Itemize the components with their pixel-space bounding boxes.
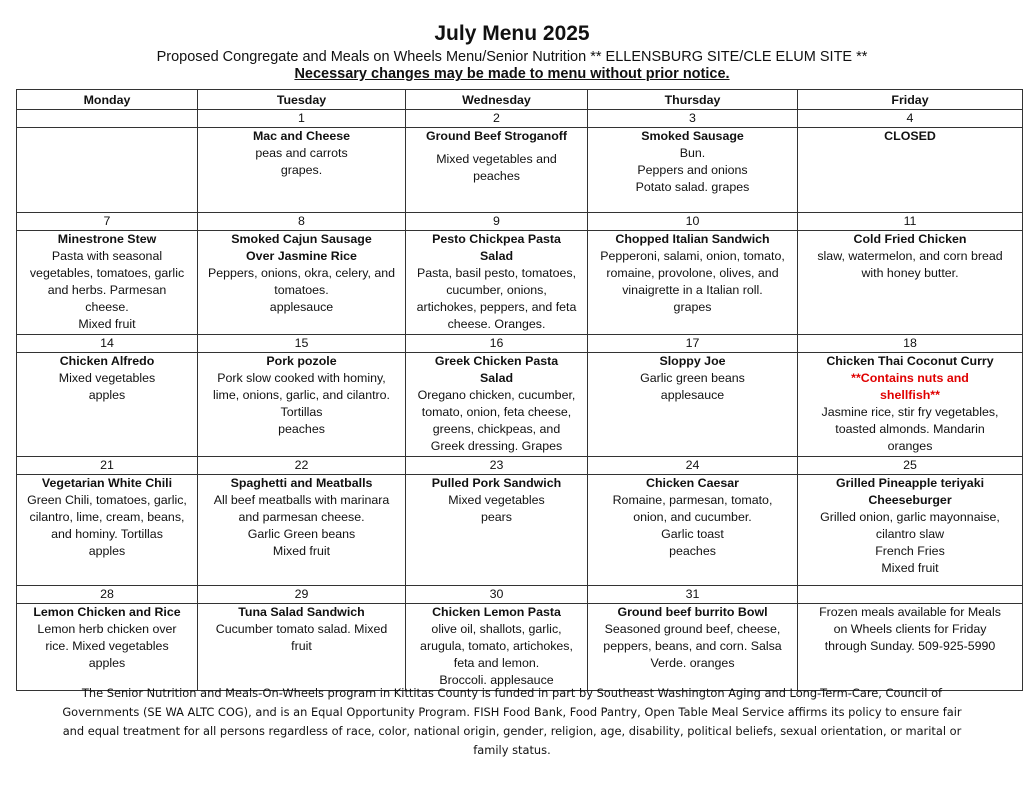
- meal-cell: [198, 353, 406, 457]
- meal-cell: [588, 353, 798, 457]
- date-row: [17, 335, 1023, 353]
- date-cell: 31: [588, 586, 798, 604]
- dish-name: Chicken Alfredo: [59, 354, 155, 368]
- date-cell: 4: [798, 110, 1023, 128]
- meal-cell: [198, 475, 406, 586]
- dish-name: Ground Beef Stroganoff: [425, 129, 568, 143]
- meal-cell: [588, 604, 798, 691]
- meal-cell: [798, 475, 1023, 586]
- dish-name: Smoked Cajun Sausage Over Jasmine Rice: [231, 232, 372, 263]
- dish-description: slaw, watermelon, and corn bread with honey butter.: [817, 249, 1003, 280]
- dish-name: Lemon Chicken and Rice: [33, 605, 181, 619]
- meal-cell: [17, 231, 198, 335]
- dish-description: olive oil, shallots, garlic, arugula, tomato, artichokes, feta and lemon. Broccoli. applesauce: [420, 622, 573, 687]
- dish-description: All beef meatballs with marinara and parmesan cheese. Garlic Green beans Mixed fruit: [213, 493, 390, 558]
- date-cell: 16: [406, 335, 588, 353]
- meal-row: [17, 475, 1023, 586]
- meal-cell: [406, 231, 588, 335]
- date-cell: 14: [17, 335, 198, 353]
- meal-cell: [406, 128, 588, 213]
- date-cell: 15: [198, 335, 406, 353]
- meal-cell: [198, 604, 406, 691]
- date-row: [17, 213, 1023, 231]
- meal-cell: [798, 604, 1023, 691]
- dish-description: Pasta with seasonal vegetables, tomatoes, garlic and herbs. Parmesan cheese. Mixed fruit: [29, 249, 185, 331]
- date-cell: 24: [588, 457, 798, 475]
- dish-description: Grilled onion, garlic mayonnaise, cilantro slaw French Fries Mixed fruit: [820, 510, 1000, 575]
- meal-cell: [198, 128, 406, 213]
- dish-name: Pulled Pork Sandwich: [431, 476, 562, 490]
- dish-name: Smoked Sausage: [641, 129, 744, 143]
- dish-description: peas and carrots grapes.: [255, 146, 348, 177]
- date-cell: [798, 586, 1023, 604]
- meal-row: [17, 231, 1023, 335]
- dish-name: Chicken Lemon Pasta: [432, 605, 561, 619]
- dish-name: Sloppy Joe: [659, 354, 726, 368]
- meal-cell: [588, 128, 798, 213]
- allergen-warning: **Contains nuts and shellfish**: [851, 371, 969, 402]
- date-cell: 2: [406, 110, 588, 128]
- date-cell: 18: [798, 335, 1023, 353]
- date-cell: 3: [588, 110, 798, 128]
- dish-description: Pasta, basil pesto, tomatoes, cucumber, onions, artichokes, peppers, and feta cheese. Oranges.: [416, 266, 577, 331]
- date-cell: 23: [406, 457, 588, 475]
- meal-cell: [17, 604, 198, 691]
- page-title: July Menu 2025: [434, 22, 590, 45]
- meal-cell: [17, 353, 198, 457]
- dish-name: CLOSED: [884, 129, 936, 143]
- dish-description: Mixed vegetables apples: [58, 371, 156, 402]
- dish-description: Bun. Peppers and onions Potato salad. grapes: [635, 146, 750, 194]
- dish-name: Cold Fried Chicken: [853, 232, 967, 246]
- meal-cell: [406, 475, 588, 586]
- weekday-header-row: [17, 90, 1023, 110]
- menu-change-notice: Necessary changes may be made to menu without prior notice.: [294, 66, 730, 82]
- dish-name: Greek Chicken Pasta Salad: [434, 354, 559, 385]
- meal-cell: [406, 604, 588, 691]
- dish-name: Tuna Salad Sandwich: [238, 605, 365, 619]
- dish-description: Pork slow cooked with hominy, lime, onions, garlic, and cilantro. Tortillas peaches: [213, 371, 390, 436]
- meal-cell: [198, 231, 406, 335]
- dish-description: Romaine, parmesan, tomato, onion, and cucumber. Garlic toast peaches: [612, 493, 773, 558]
- dish-description: Green Chili, tomatoes, garlic, cilantro, lime, cream, beans, and hominy. Tortillas apples: [27, 493, 187, 558]
- date-cell: 29: [198, 586, 406, 604]
- weekday-header: Thursday: [588, 90, 798, 110]
- dish-name: Minestrone Stew: [57, 232, 157, 246]
- date-cell: 10: [588, 213, 798, 231]
- dish-name: Grilled Pineapple teriyaki Cheeseburger: [835, 476, 985, 507]
- date-cell: 9: [406, 213, 588, 231]
- dish-name: Spaghetti and Meatballs: [230, 476, 373, 490]
- menu-weeks: [17, 110, 1023, 691]
- dish-description: Peppers, onions, okra, celery, and tomatoes. applesauce: [207, 266, 396, 314]
- dish-description: Cucumber tomato salad. Mixed fruit: [215, 622, 388, 653]
- dish-name: Vegetarian White Chili: [41, 476, 173, 490]
- meal-cell: [798, 353, 1023, 457]
- meal-cell: [588, 231, 798, 335]
- meal-cell: [406, 353, 588, 457]
- meal-cell: [798, 128, 1023, 213]
- date-row: [17, 110, 1023, 128]
- dish-name: Chicken Caesar: [646, 476, 739, 490]
- date-cell: 17: [588, 335, 798, 353]
- dish-description: Oregano chicken, cucumber, tomato, onion, feta cheese, greens, chickpeas, and Greek dressing. Grapes: [417, 388, 576, 453]
- date-cell: 8: [198, 213, 406, 231]
- meal-row: [17, 128, 1023, 213]
- dish-name: Chopped Italian Sandwich: [615, 232, 770, 246]
- weekday-header: Monday: [17, 90, 198, 110]
- date-cell: 30: [406, 586, 588, 604]
- date-cell: 11: [798, 213, 1023, 231]
- date-cell: 28: [17, 586, 198, 604]
- weekday-header: Wednesday: [406, 90, 588, 110]
- menu-calendar-table: [16, 89, 1023, 691]
- dish-name: Mac and Cheese: [252, 129, 351, 143]
- dish-name: Pork pozole: [266, 354, 337, 368]
- dish-description: Pepperoni, salami, onion, tomato, romaine, provolone, olives, and vinaigrette in a Italian roll. grapes: [600, 249, 785, 314]
- dish-description: Mixed vegetables and peaches: [436, 152, 557, 183]
- weekday-header: Tuesday: [198, 90, 406, 110]
- date-cell: [17, 110, 198, 128]
- date-cell: 7: [17, 213, 198, 231]
- dish-description: Mixed vegetables pears: [448, 493, 545, 524]
- meal-cell: [17, 128, 198, 213]
- meal-cell: [17, 475, 198, 586]
- dish-description: Frozen meals available for Meals on Wheels clients for Friday through Sunday. 509-925-5990: [819, 605, 1001, 653]
- dish-description: Lemon herb chicken over rice. Mixed vegetables apples: [37, 622, 177, 670]
- date-cell: 1: [198, 110, 406, 128]
- funding-disclaimer: The Senior Nutrition and Meals-On-Wheels program in Kittitas County is funded in part by Southeast Washington Aging and Long-Term-Care, Council of Governments (SE WA ALTC COG), and is an Equal Opportunity Program. FISH Food Bank, Food Pantry, Open Table Meal Service affirms its policy to ensure fair and equal treatment for all persons regardless of race, color, national origin, gender, religion, age, disability, political beliefs, sexual orientation, or marital or family status.: [62, 686, 962, 757]
- meal-cell: [798, 231, 1023, 335]
- meal-row: [17, 353, 1023, 457]
- meal-row: [17, 604, 1023, 691]
- dish-description: Seasoned ground beef, cheese, peppers, beans, and corn. Salsa Verde. oranges: [603, 622, 782, 670]
- dish-name: Chicken Thai Coconut Curry: [826, 354, 994, 368]
- dish-name: Ground beef burrito Bowl: [617, 605, 768, 619]
- dish-name: Pesto Chickpea Pasta Salad: [432, 232, 561, 263]
- date-cell: 25: [798, 457, 1023, 475]
- meal-cell: [588, 475, 798, 586]
- date-row: [17, 457, 1023, 475]
- date-cell: 22: [198, 457, 406, 475]
- date-row: [17, 586, 1023, 604]
- page-subtitle: Proposed Congregate and Meals on Wheels Menu/Senior Nutrition ** ELLENSBURG SITE/CLE ELUM SITE **: [156, 49, 868, 65]
- dish-description: Garlic green beans applesauce: [640, 371, 745, 402]
- date-cell: 21: [17, 457, 198, 475]
- weekday-header: Friday: [798, 90, 1023, 110]
- dish-description: Jasmine rice, stir fry vegetables, toasted almonds. Mandarin oranges: [821, 405, 999, 453]
